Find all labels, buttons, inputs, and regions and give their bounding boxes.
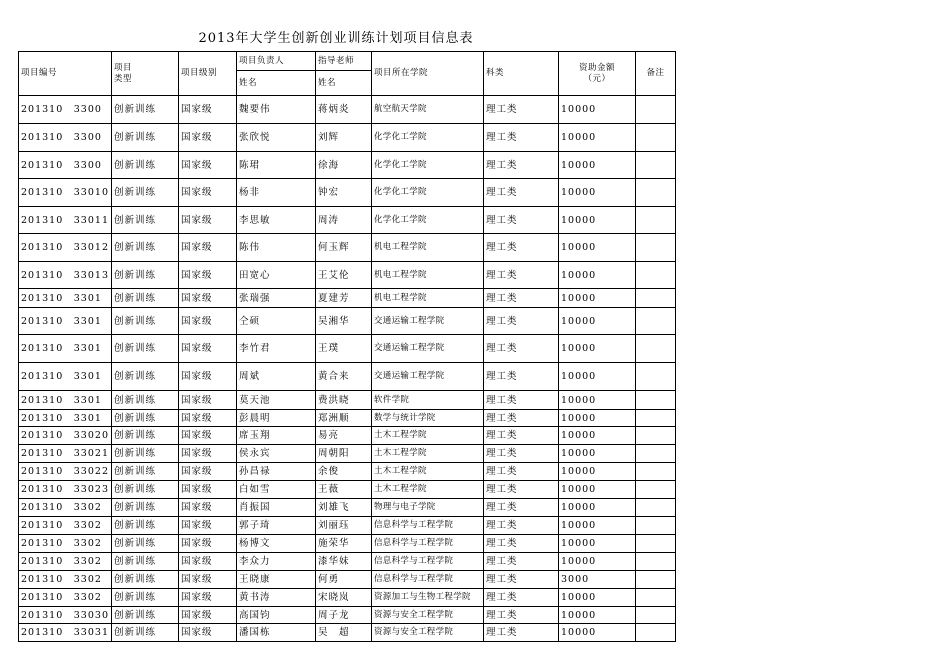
project-type-cell: 创新训练	[112, 363, 179, 391]
fund-amount-cell: 10000	[559, 445, 636, 463]
project-type-cell: 创新训练	[112, 463, 179, 481]
header-row-top	[19, 52, 676, 71]
fund-amount-cell: 10000	[559, 391, 636, 410]
table-row	[19, 571, 676, 589]
leader-name-cell: 李竹君	[237, 335, 316, 363]
advisor-name-cell: 黄合来	[316, 363, 372, 391]
category-cell: 理工类	[484, 335, 559, 363]
project-id-cell: 201310 3302	[19, 553, 112, 571]
leader-name-cell: 白如雪	[237, 481, 316, 499]
college-cell: 航空航天学院	[372, 96, 484, 124]
leader-name-cell: 杨非	[237, 179, 316, 207]
project-id-cell: 201310 33030	[19, 607, 112, 624]
table-row	[19, 308, 676, 335]
project-level-cell: 国家级	[179, 96, 237, 124]
leader-name-cell: 王晓康	[237, 571, 316, 589]
fund-amount-cell: 10000	[559, 517, 636, 535]
leader-name-cell: 张欣悦	[237, 124, 316, 152]
project-id-cell: 201310 33021	[19, 445, 112, 463]
advisor-name-cell: 王璞	[316, 335, 372, 363]
project-level-cell: 国家级	[179, 463, 237, 481]
fund-amount-cell: 10000	[559, 607, 636, 624]
header-fund	[559, 52, 636, 96]
project-id-cell: 201310 3300	[19, 96, 112, 124]
advisor-name-cell: 宋晓岚	[316, 589, 372, 607]
category-cell: 理工类	[484, 571, 559, 589]
table-row	[19, 363, 676, 391]
project-id-cell: 201310 33023	[19, 481, 112, 499]
category-cell: 理工类	[484, 179, 559, 207]
leader-name-cell: 杨博文	[237, 535, 316, 553]
advisor-name-cell: 漆华妹	[316, 553, 372, 571]
remarks-cell	[636, 553, 676, 571]
advisor-name-cell: 钟宏	[316, 179, 372, 207]
header-fund-line1: 资助金额	[578, 62, 615, 73]
table-row	[19, 289, 676, 308]
college-cell: 信息科学与工程学院	[372, 571, 484, 589]
college-cell: 信息科学与工程学院	[372, 535, 484, 553]
project-type-cell: 创新训练	[112, 607, 179, 624]
project-level-cell: 国家级	[179, 553, 237, 571]
table-row	[19, 624, 676, 642]
leader-name-cell: 周斌	[237, 363, 316, 391]
project-level-cell: 国家级	[179, 571, 237, 589]
fund-amount-cell: 10000	[559, 410, 636, 427]
remarks-cell	[636, 152, 676, 179]
advisor-name-cell: 刘辉	[316, 124, 372, 152]
project-level-cell: 国家级	[179, 207, 237, 234]
remarks-cell	[636, 589, 676, 607]
college-cell: 机电工程学院	[372, 289, 484, 308]
leader-name-cell: 张瑞强	[237, 289, 316, 308]
category-cell: 理工类	[484, 262, 559, 289]
table-row	[19, 553, 676, 571]
category-cell: 理工类	[484, 234, 559, 262]
advisor-name-cell: 刘雄飞	[316, 499, 372, 517]
leader-name-cell: 魏要伟	[237, 96, 316, 124]
project-id-cell: 201310 3301	[19, 391, 112, 410]
project-type-cell: 创新训练	[112, 179, 179, 207]
project-level-cell: 国家级	[179, 445, 237, 463]
advisor-name-cell: 何玉辉	[316, 234, 372, 262]
fund-amount-cell: 10000	[559, 463, 636, 481]
leader-name-cell: 黄书涛	[237, 589, 316, 607]
college-cell: 化学化工学院	[372, 152, 484, 179]
table-row	[19, 607, 676, 624]
remarks-cell	[636, 624, 676, 642]
project-id-cell: 201310 3302	[19, 571, 112, 589]
remarks-cell	[636, 289, 676, 308]
remarks-cell	[636, 517, 676, 535]
project-type-cell: 创新训练	[112, 262, 179, 289]
project-level-cell: 国家级	[179, 607, 237, 624]
category-cell: 理工类	[484, 499, 559, 517]
category-cell: 理工类	[484, 535, 559, 553]
table-row	[19, 535, 676, 553]
project-level-cell: 国家级	[179, 179, 237, 207]
fund-amount-cell: 10000	[559, 207, 636, 234]
category-cell: 理工类	[484, 463, 559, 481]
header-advisor-name: 姓名	[316, 71, 372, 96]
leader-name-cell: 高国钧	[237, 607, 316, 624]
college-cell: 土木工程学院	[372, 463, 484, 481]
category-cell: 理工类	[484, 363, 559, 391]
project-type-cell: 创新训练	[112, 499, 179, 517]
project-table	[18, 51, 676, 642]
advisor-name-cell: 郑洲顺	[316, 410, 372, 427]
leader-name-cell: 仝硕	[237, 308, 316, 335]
project-id-cell: 201310 33010	[19, 179, 112, 207]
advisor-name-cell: 何勇	[316, 571, 372, 589]
table-row	[19, 96, 676, 124]
project-level-cell: 国家级	[179, 427, 237, 445]
project-type-cell: 创新训练	[112, 391, 179, 410]
project-id-cell: 201310 33022	[19, 463, 112, 481]
project-level-cell: 国家级	[179, 410, 237, 427]
project-level-cell: 国家级	[179, 499, 237, 517]
remarks-cell	[636, 463, 676, 481]
table-row	[19, 589, 676, 607]
remarks-cell	[636, 234, 676, 262]
project-type-cell: 创新训练	[112, 517, 179, 535]
advisor-name-cell: 周涛	[316, 207, 372, 234]
leader-name-cell: 彭晨明	[237, 410, 316, 427]
project-type-cell: 创新训练	[112, 535, 179, 553]
remarks-cell	[636, 363, 676, 391]
project-level-cell: 国家级	[179, 152, 237, 179]
project-level-cell: 国家级	[179, 624, 237, 642]
project-type-cell: 创新训练	[112, 624, 179, 642]
header-project-id: 项目编号	[19, 52, 112, 96]
project-level-cell: 国家级	[179, 335, 237, 363]
project-id-cell: 201310 3302	[19, 499, 112, 517]
project-level-cell: 国家级	[179, 535, 237, 553]
project-id-cell: 201310 33031	[19, 624, 112, 642]
advisor-name-cell: 余俊	[316, 463, 372, 481]
advisor-name-cell: 吴湘华	[316, 308, 372, 335]
project-id-cell: 201310 3301	[19, 335, 112, 363]
project-id-cell: 201310 33012	[19, 234, 112, 262]
college-cell: 数学与统计学院	[372, 410, 484, 427]
category-cell: 理工类	[484, 427, 559, 445]
project-level-cell: 国家级	[179, 363, 237, 391]
advisor-name-cell: 王艾伦	[316, 262, 372, 289]
table-row	[19, 234, 676, 262]
college-cell: 物理与电子学院	[372, 499, 484, 517]
project-level-cell: 国家级	[179, 391, 237, 410]
table-row	[19, 391, 676, 410]
remarks-cell	[636, 445, 676, 463]
leader-name-cell: 李思敏	[237, 207, 316, 234]
category-cell: 理工类	[484, 624, 559, 642]
table-row	[19, 152, 676, 179]
fund-amount-cell: 10000	[559, 234, 636, 262]
project-id-cell: 201310 3300	[19, 152, 112, 179]
fund-amount-cell: 10000	[559, 179, 636, 207]
fund-amount-cell: 10000	[559, 535, 636, 553]
advisor-name-cell: 施荣华	[316, 535, 372, 553]
header-type-line2: 类型	[114, 73, 133, 84]
project-type-cell: 创新训练	[112, 427, 179, 445]
advisor-name-cell: 吴 超	[316, 624, 372, 642]
header-college: 项目所在学院	[372, 52, 484, 96]
category-cell: 理工类	[484, 445, 559, 463]
remarks-cell	[636, 535, 676, 553]
project-type-cell: 创新训练	[112, 445, 179, 463]
project-type-cell: 创新训练	[112, 289, 179, 308]
project-type-cell: 创新训练	[112, 207, 179, 234]
fund-amount-cell: 10000	[559, 553, 636, 571]
project-type-cell: 创新训练	[112, 308, 179, 335]
advisor-name-cell: 徐海	[316, 152, 372, 179]
project-level-cell: 国家级	[179, 589, 237, 607]
category-cell: 理工类	[484, 410, 559, 427]
college-cell: 土木工程学院	[372, 427, 484, 445]
project-id-cell: 201310 3300	[19, 124, 112, 152]
fund-amount-cell: 10000	[559, 289, 636, 308]
category-cell: 理工类	[484, 481, 559, 499]
page-title: 2013年大学生创新创业训练计划项目信息表	[198, 31, 474, 46]
advisor-name-cell: 费洪晓	[316, 391, 372, 410]
project-level-cell: 国家级	[179, 481, 237, 499]
college-cell: 资源加工与生物工程学院	[372, 589, 484, 607]
fund-amount-cell: 10000	[559, 335, 636, 363]
category-cell: 理工类	[484, 289, 559, 308]
table-row	[19, 463, 676, 481]
project-id-cell: 201310 3301	[19, 363, 112, 391]
table-row	[19, 481, 676, 499]
advisor-name-cell: 周子龙	[316, 607, 372, 624]
project-id-cell: 201310 3301	[19, 308, 112, 335]
project-level-cell: 国家级	[179, 517, 237, 535]
project-id-cell: 201310 3302	[19, 517, 112, 535]
fund-amount-cell: 10000	[559, 308, 636, 335]
project-id-cell: 201310 33020	[19, 427, 112, 445]
header-leader: 项目负责人	[237, 52, 316, 71]
fund-amount-cell: 10000	[559, 124, 636, 152]
leader-name-cell: 席玉翔	[237, 427, 316, 445]
college-cell: 信息科学与工程学院	[372, 517, 484, 535]
project-id-cell: 201310 3302	[19, 535, 112, 553]
advisor-name-cell: 周朝阳	[316, 445, 372, 463]
header-remarks: 备注	[636, 52, 676, 96]
college-cell: 交通运输工程学院	[372, 308, 484, 335]
category-cell: 理工类	[484, 607, 559, 624]
project-type-cell: 创新训练	[112, 410, 179, 427]
project-id-cell: 201310 3301	[19, 410, 112, 427]
project-type-cell: 创新训练	[112, 589, 179, 607]
project-id-cell: 201310 3302	[19, 589, 112, 607]
leader-name-cell: 孙昌禄	[237, 463, 316, 481]
remarks-cell	[636, 391, 676, 410]
project-type-cell: 创新训练	[112, 152, 179, 179]
category-cell: 理工类	[484, 517, 559, 535]
category-cell: 理工类	[484, 152, 559, 179]
table-row	[19, 517, 676, 535]
fund-amount-cell: 10000	[559, 499, 636, 517]
header-category: 科类	[484, 52, 559, 96]
fund-amount-cell: 10000	[559, 363, 636, 391]
project-level-cell: 国家级	[179, 308, 237, 335]
advisor-name-cell: 易亮	[316, 427, 372, 445]
remarks-cell	[636, 571, 676, 589]
remarks-cell	[636, 427, 676, 445]
college-cell: 土木工程学院	[372, 445, 484, 463]
college-cell: 软件学院	[372, 391, 484, 410]
project-type-cell: 创新训练	[112, 571, 179, 589]
college-cell: 信息科学与工程学院	[372, 553, 484, 571]
project-level-cell: 国家级	[179, 234, 237, 262]
category-cell: 理工类	[484, 207, 559, 234]
college-cell: 机电工程学院	[372, 262, 484, 289]
header-project-level: 项目级别	[179, 52, 237, 96]
project-type-cell: 创新训练	[112, 335, 179, 363]
college-cell: 化学化工学院	[372, 179, 484, 207]
fund-amount-cell: 10000	[559, 96, 636, 124]
college-cell: 交通运输工程学院	[372, 363, 484, 391]
college-cell: 化学化工学院	[372, 124, 484, 152]
category-cell: 理工类	[484, 96, 559, 124]
table-row	[19, 427, 676, 445]
header-project-type	[112, 52, 179, 96]
category-cell: 理工类	[484, 391, 559, 410]
college-cell: 化学化工学院	[372, 207, 484, 234]
college-cell: 机电工程学院	[372, 234, 484, 262]
project-id-cell: 201310 33011	[19, 207, 112, 234]
project-level-cell: 国家级	[179, 289, 237, 308]
project-type-cell: 创新训练	[112, 553, 179, 571]
header-fund-line2: （元）	[583, 73, 611, 84]
header-type-line1: 项目	[114, 62, 133, 73]
header-leader-name: 姓名	[237, 71, 316, 96]
project-type-cell: 创新训练	[112, 124, 179, 152]
college-cell: 交通运输工程学院	[372, 335, 484, 363]
remarks-cell	[636, 96, 676, 124]
table-row	[19, 179, 676, 207]
table-row	[19, 410, 676, 427]
remarks-cell	[636, 262, 676, 289]
advisor-name-cell: 刘丽珏	[316, 517, 372, 535]
project-type-cell: 创新训练	[112, 96, 179, 124]
project-id-cell: 201310 33013	[19, 262, 112, 289]
project-type-cell: 创新训练	[112, 481, 179, 499]
category-cell: 理工类	[484, 308, 559, 335]
leader-name-cell: 陈珺	[237, 152, 316, 179]
category-cell: 理工类	[484, 553, 559, 571]
fund-amount-cell: 10000	[559, 624, 636, 642]
fund-amount-cell: 3000	[559, 571, 636, 589]
remarks-cell	[636, 207, 676, 234]
remarks-cell	[636, 607, 676, 624]
advisor-name-cell: 夏建芳	[316, 289, 372, 308]
table-row	[19, 124, 676, 152]
advisor-name-cell: 王薇	[316, 481, 372, 499]
project-id-cell: 201310 3301	[19, 289, 112, 308]
fund-amount-cell: 10000	[559, 427, 636, 445]
remarks-cell	[636, 410, 676, 427]
remarks-cell	[636, 499, 676, 517]
fund-amount-cell: 10000	[559, 152, 636, 179]
table-row	[19, 445, 676, 463]
college-cell: 资源与安全工程学院	[372, 624, 484, 642]
table-row	[19, 335, 676, 363]
leader-name-cell: 田宽心	[237, 262, 316, 289]
remarks-cell	[636, 124, 676, 152]
leader-name-cell: 李众力	[237, 553, 316, 571]
remarks-cell	[636, 335, 676, 363]
leader-name-cell: 陈伟	[237, 234, 316, 262]
leader-name-cell: 肖振国	[237, 499, 316, 517]
fund-amount-cell: 10000	[559, 481, 636, 499]
leader-name-cell: 潘国栋	[237, 624, 316, 642]
advisor-name-cell: 蒋炳炎	[316, 96, 372, 124]
leader-name-cell: 莫天池	[237, 391, 316, 410]
fund-amount-cell: 10000	[559, 262, 636, 289]
header-advisor: 指导老师	[316, 52, 372, 71]
table-row	[19, 262, 676, 289]
category-cell: 理工类	[484, 589, 559, 607]
college-cell: 土木工程学院	[372, 481, 484, 499]
remarks-cell	[636, 481, 676, 499]
remarks-cell	[636, 308, 676, 335]
category-cell: 理工类	[484, 124, 559, 152]
project-level-cell: 国家级	[179, 262, 237, 289]
remarks-cell	[636, 179, 676, 207]
leader-name-cell: 侯永宾	[237, 445, 316, 463]
project-level-cell: 国家级	[179, 124, 237, 152]
table-row	[19, 207, 676, 234]
project-type-cell: 创新训练	[112, 234, 179, 262]
table-row	[19, 499, 676, 517]
fund-amount-cell: 10000	[559, 589, 636, 607]
leader-name-cell: 郭子琦	[237, 517, 316, 535]
college-cell: 资源与安全工程学院	[372, 607, 484, 624]
